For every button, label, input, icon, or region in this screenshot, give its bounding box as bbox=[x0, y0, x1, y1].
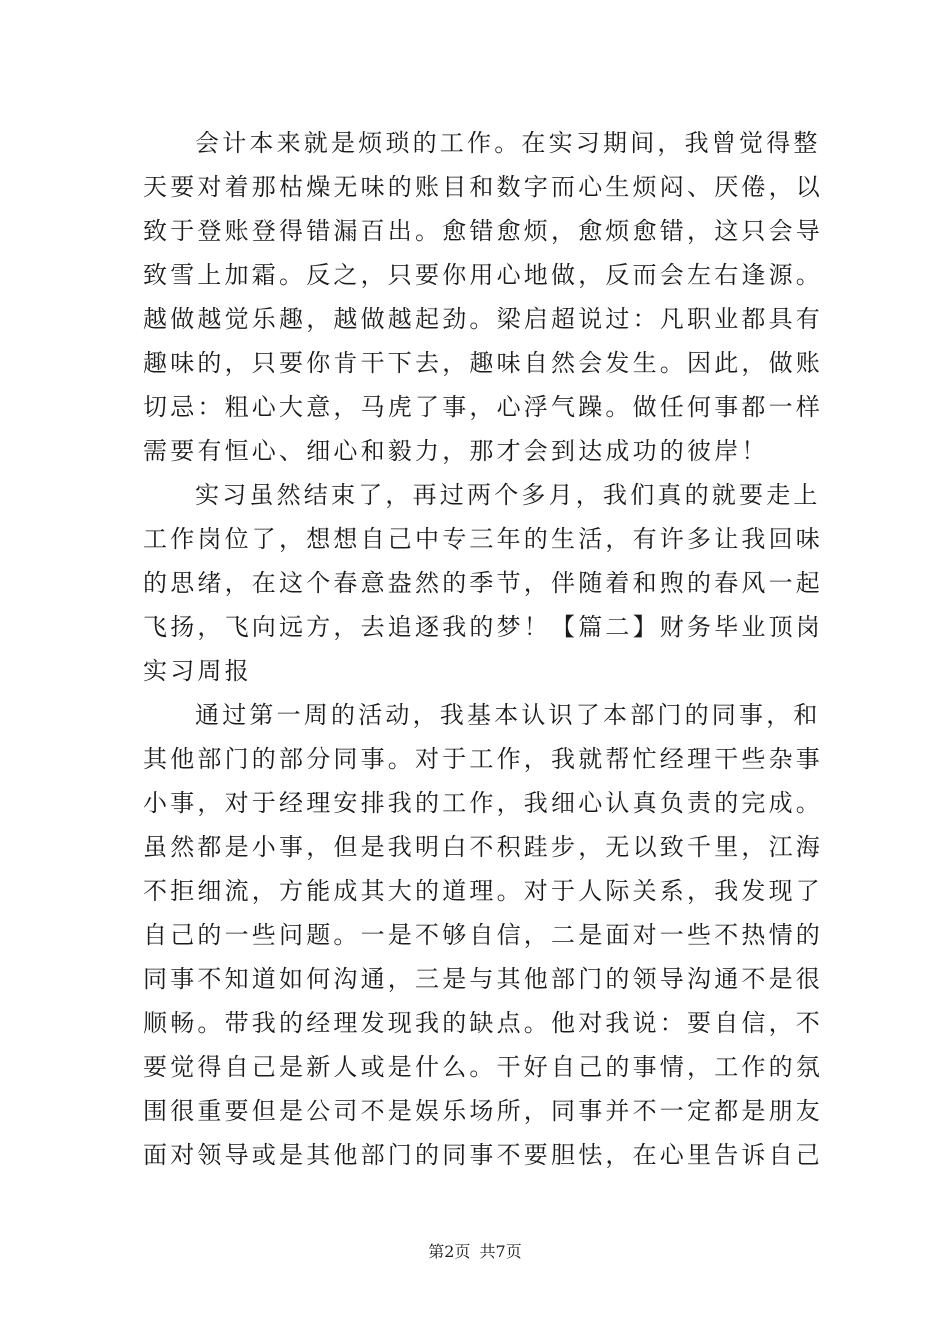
paragraph-line: 会计本来就是烦琐的工作。在实习期间，我曾觉得整 bbox=[195, 129, 821, 157]
paragraph-line: 通过第一周的活动，我基本认识了本部门的同事，和 bbox=[195, 701, 821, 729]
paragraph-line: 天要对着那枯燥无味的账目和数字而心生烦闷、厌倦，以 bbox=[143, 173, 823, 201]
paragraph-line: 顺畅。带我的经理发现我的缺点。他对我说：要自信，不 bbox=[143, 1009, 823, 1037]
paragraph-line: 围很重要但是公司不是娱乐场所，同事并不一定都是朋友 bbox=[143, 1097, 823, 1125]
paragraph-line: 致于登账登得错漏百出。愈错愈烦，愈烦愈错，这只会导 bbox=[143, 217, 823, 245]
paragraph-line: 需要有恒心、细心和毅力，那才会到达成功的彼岸！ bbox=[143, 437, 769, 465]
paragraph-line: 趣味的，只要你肯干下去，趣味自然会发生。因此，做账 bbox=[143, 349, 823, 377]
paragraph-line: 越做越觉乐趣，越做越起劲。梁启超说过：凡职业都具有 bbox=[143, 305, 823, 333]
paragraph-line: 要觉得自己是新人或是什么。干好自己的事情，工作的氛 bbox=[143, 1053, 823, 1081]
paragraph-line: 飞扬，飞向远方，去追逐我的梦！【篇二】财务毕业顶岗 bbox=[143, 613, 823, 641]
paragraph-line: 虽然都是小事，但是我明白不积跬步，无以致千里，江海 bbox=[143, 833, 823, 861]
paragraph-line: 面对领导或是其他部门的同事不要胆怯，在心里告诉自己 bbox=[143, 1141, 823, 1169]
paragraph-line: 其他部门的部分同事。对于工作，我就帮忙经理干些杂事 bbox=[143, 745, 823, 773]
page-footer bbox=[0, 1240, 950, 1264]
document-body bbox=[143, 121, 823, 1177]
paragraph-line: 不拒细流，方能成其大的道理。对于人际关系，我发现了 bbox=[143, 877, 823, 905]
page-total: 共7页 bbox=[479, 1242, 522, 1261]
paragraph-line: 实习周报 bbox=[143, 657, 252, 685]
paragraph-line: 的思绪，在这个春意盎然的季节，伴随着和煦的春风一起 bbox=[143, 569, 823, 597]
paragraph-line: 致雪上加霜。反之，只要你用心地做，反而会左右逢源。 bbox=[143, 261, 823, 289]
paragraph-line: 实习虽然结束了，再过两个多月，我们真的就要走上 bbox=[195, 481, 821, 509]
paragraph-line: 工作岗位了，想想自己中专三年的生活，有许多让我回味 bbox=[143, 525, 823, 553]
page-number: 第2页 bbox=[428, 1242, 471, 1261]
paragraph-line: 小事，对于经理安排我的工作，我细心认真负责的完成。 bbox=[143, 789, 823, 817]
paragraph-line: 同事不知道如何沟通，三是与其他部门的领导沟通不是很 bbox=[143, 965, 823, 993]
paragraph-line: 自己的一些问题。一是不够自信，二是面对一些不热情的 bbox=[143, 921, 823, 949]
paragraph-line: 切忌：粗心大意，马虎了事，心浮气躁。做任何事都一样 bbox=[143, 393, 823, 421]
